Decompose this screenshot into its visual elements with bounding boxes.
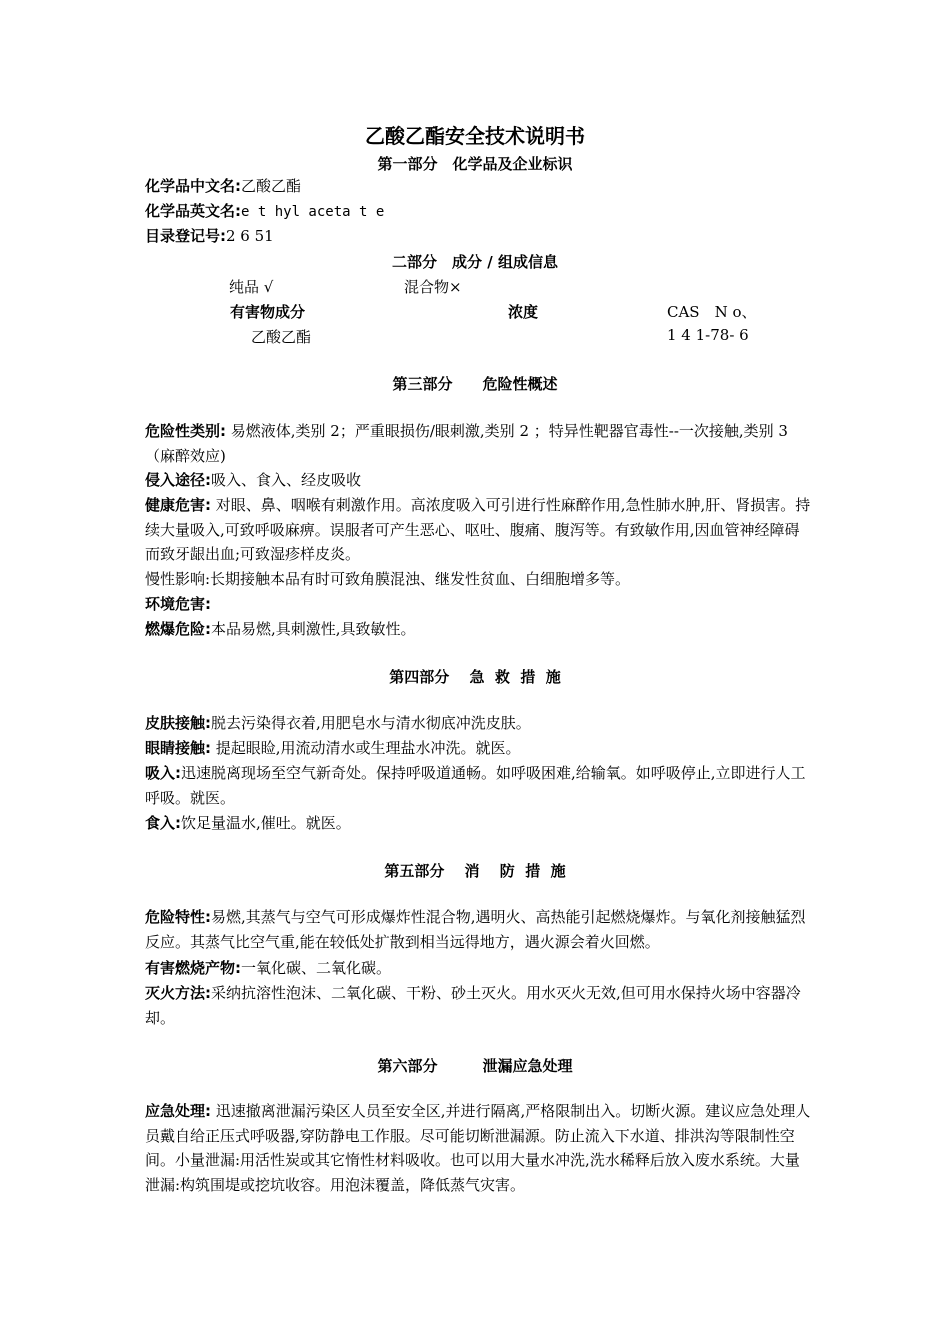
english-name-row — [145, 199, 815, 224]
section6-heading: 第六部分 泄漏应急处理 — [377, 1057, 573, 1075]
environment-hazard-paragraph — [145, 592, 813, 617]
eye-contact-text: 提起眼睑,用流动清水或生理盐水冲洗。就医。 — [211, 739, 521, 757]
hazard-class-paragraph — [145, 419, 813, 468]
document-title: 乙酸乙酯安全技术说明书 — [365, 124, 585, 148]
entry-route-paragraph — [145, 468, 813, 493]
combustion-products-label: 有害燃烧产物: — [145, 959, 241, 977]
inhalation-text: 迅速脱离现场至空气新奇处。保持呼吸道通畅。如呼吸困难,给输氧。如呼吸停止,立即进行人工呼吸。就医。 — [145, 764, 806, 807]
environment-hazard-label: 环境危害: — [145, 595, 211, 613]
chinese-name-label: 化学品中文名: — [145, 177, 241, 195]
registration-row — [145, 224, 815, 248]
extinguishing-method-paragraph — [145, 981, 813, 1030]
entry-route-label: 侵入途径: — [145, 471, 211, 489]
health-hazard-label: 健康危害: — [145, 496, 211, 514]
cas-cell: 1 4 1-78- 6 — [667, 326, 749, 344]
inhalation-label: 吸入: — [145, 764, 181, 782]
chinese-name-value: 乙酸乙酯 — [241, 177, 302, 195]
ingestion-label: 食入: — [145, 814, 181, 832]
skin-contact-label: 皮肤接触: — [145, 714, 211, 732]
emergency-handling-label: 应急处理: — [145, 1102, 211, 1120]
skin-contact-paragraph — [145, 711, 813, 736]
danger-characteristics-text: 易燃,其蒸气与空气可形成爆炸性混合物,遇明火、高热能引起燃烧爆炸。与氧化剂接触猛烈反应。其蒸气比空气重,能在较低处扩散到相当远得地方，遇火源会着火回燃。 — [145, 908, 806, 951]
concentration-column-header: 浓度 — [508, 303, 539, 321]
registration-value: 2 6 51 — [226, 227, 274, 245]
fire-explosion-label: 燃爆危险: — [145, 620, 211, 638]
english-name-label: 化学品英文名: — [145, 202, 241, 220]
emergency-handling-text: 迅速撤离泄漏污染区人员至安全区,并进行隔离,严格限制出入。切断火源。建议应急处理人员戴自给正压式呼吸器,穿防静电工作服。尽可能切断泄漏源。防止流入下水道、排洪沟等限制性空间。小量泄漏:用活性炭或其它惰性材料吸收。也可以用大量水冲洗,洗水稀释后放入废水系统。大量泄漏:构筑围堤或挖坑收容。用泡沫覆盖，降低蒸气灾害。 — [145, 1102, 811, 1194]
combustion-products-text: 一氧化碳、二氧化碳。 — [241, 959, 392, 977]
fire-explosion-paragraph — [145, 617, 813, 642]
inhalation-paragraph — [145, 761, 813, 810]
cas-column-header: CAS N o、 — [667, 303, 757, 321]
eye-contact-label: 眼睛接触: — [145, 739, 211, 757]
entry-route-text: 吸入、食入、经皮吸收 — [211, 471, 362, 489]
ingestion-text: 饮足量温水,催吐。就医。 — [181, 814, 351, 832]
section1-heading: 第一部分 化学品及企业标识 — [377, 155, 573, 173]
section2-heading: 二部分 成分 / 组成信息 — [392, 253, 558, 271]
health-hazard-paragraph — [145, 493, 813, 567]
ingestion-paragraph — [145, 811, 813, 836]
section3-heading: 第三部分 危险性概述 — [392, 375, 558, 393]
chronic-effect-paragraph: 慢性影响:长期接触本品有时可致角膜混浊、继发性贫血、白细胞增多等。 — [145, 570, 631, 588]
english-name-value: e t hyl aceta t e — [241, 204, 385, 220]
hazard-class-text: 易燃液体,类别 2；严重眼损伤/眼刺激,类别 2 ；特异性靶器官毒性--一次接触,类别 3（麻醉效应) — [145, 422, 788, 465]
pure-substance-label: 纯品 √ — [229, 278, 274, 296]
skin-contact-text: 脱去污染得衣着,用肥皂水与清水彻底冲洗皮肤。 — [211, 714, 531, 732]
component-column-header: 有害物成分 — [230, 303, 306, 321]
section5-heading: 第五部分 消 防 措 施 — [384, 862, 566, 880]
component-cell: 乙酸乙酯 — [251, 328, 312, 346]
hazard-class-label: 危险性类别: — [145, 422, 226, 440]
emergency-handling-paragraph — [145, 1099, 813, 1197]
health-hazard-text: 对眼、鼻、咽喉有刺激作用。高浓度吸入可引进行性麻醉作用,急性肺水肿,肝、肾损害。持续大量吸入,可致呼吸麻痹。误服者可产生恶心、呕吐、腹痛、腹泻等。有致敏作用,因血管神经障碍而致牙龈出血;可致湿疹样皮炎。 — [145, 496, 811, 563]
extinguishing-method-text: 采纳抗溶性泡沫、二氧化碳、干粉、砂土灭火。用水灭火无效,但可用水保持火场中容器冷却。 — [145, 984, 801, 1027]
chinese-name-row — [145, 174, 815, 198]
section4-heading: 第四部分 急 救 措 施 — [389, 668, 561, 686]
registration-label: 目录登记号: — [145, 227, 226, 245]
eye-contact-paragraph — [145, 736, 813, 761]
danger-characteristics-paragraph — [145, 905, 813, 954]
fire-explosion-text: 本品易燃,具刺激性,具致敏性。 — [211, 620, 416, 638]
mixture-label: 混合物× — [404, 278, 462, 296]
extinguishing-method-label: 灭火方法: — [145, 984, 211, 1002]
danger-characteristics-label: 危险特性: — [145, 908, 211, 926]
combustion-products-paragraph — [145, 956, 813, 981]
